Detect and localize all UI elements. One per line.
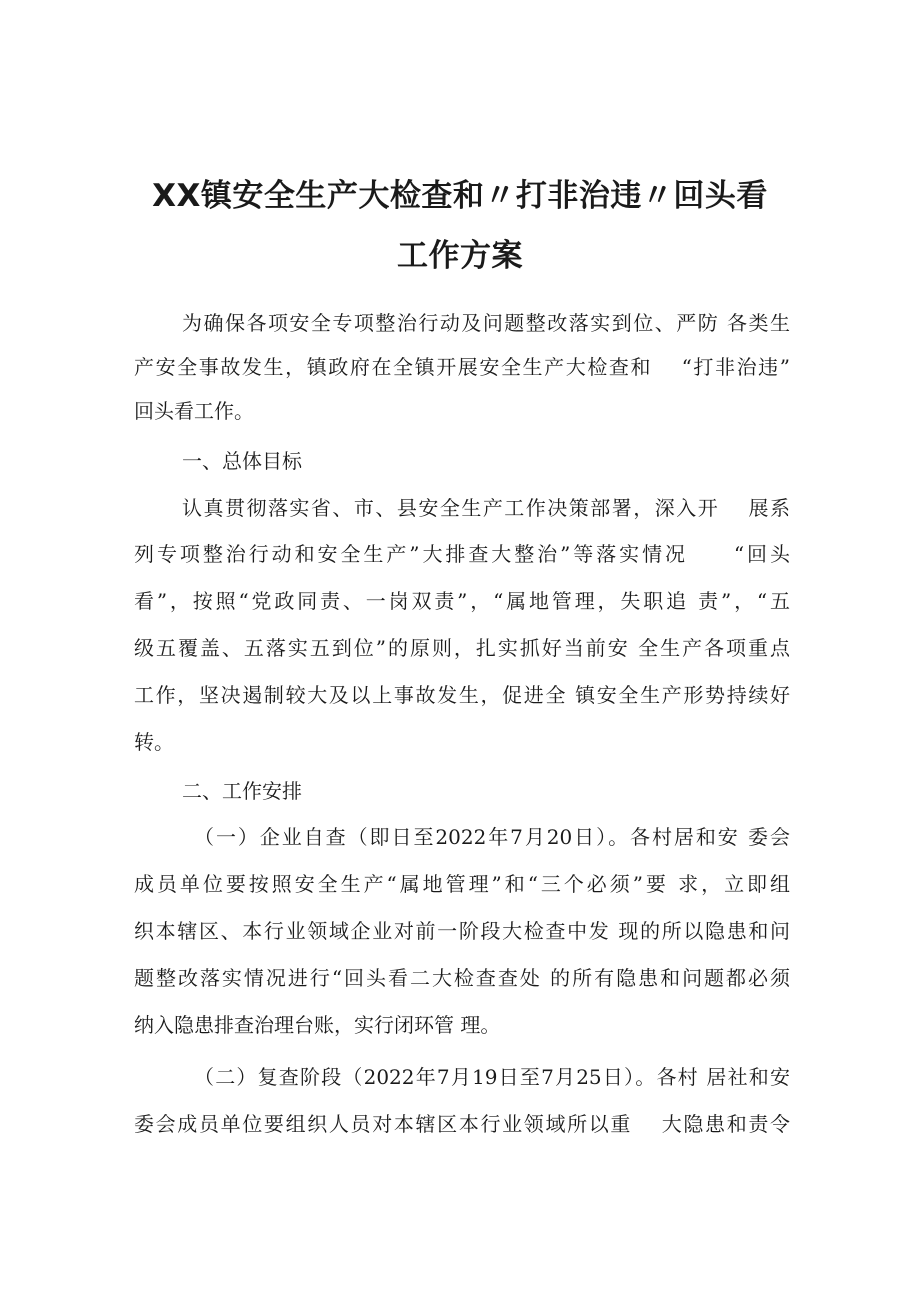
section-1-line-1: 认真贯彻落实省、市、县安全生产工作决策部署，深入开 展系 — [182, 496, 790, 520]
section-1-heading: 一、总体目标 — [182, 449, 302, 473]
item-1-line-5: 纳入隐患排查治理台账，实行闭环管 理。 — [134, 1013, 501, 1037]
intro-line-3: 回头看工作。 — [134, 399, 254, 423]
document-title-line-2: 工作方案 — [397, 238, 523, 274]
item-1-line-4: 题整改落实情况进行“回头看二大检查查处 的所有隐患和问题都必须 — [134, 966, 790, 990]
section-1-line-3: 看”，按照“党政同责、一岗双责”，“属地管理，失职追 责”，“五 — [134, 589, 790, 613]
section-1-line-5: 工作，坚决遏制较大及以上事故发生，促进全 镇安全生产形势持续好 — [134, 683, 790, 707]
section-1-line-2: 列专项整治行动和安全生产”大排查大整治”等落实情况 “回头 — [134, 542, 790, 566]
section-1-line-4: 级五覆盖、五落实五到位”的原则，扎实抓好当前安 全生产各项重点 — [134, 636, 790, 660]
section-2-heading: 二、工作安排 — [182, 779, 302, 803]
intro-line-1: 为确保各项安全专项整治行动及问题整改落实到位、严防 各类生 — [182, 311, 790, 335]
item-1-line-2: 成员单位要按照安全生产“属地管理”和“三个必须”要 求，立即组 — [134, 872, 790, 896]
item-1-line-1: （一）企业自查（即日至2022年7月20日）。各村居和安 委会 — [194, 825, 790, 849]
item-2-line-1: （二）复查阶段（2022年7月19日至7月25日）。各村 居社和安 — [194, 1065, 790, 1089]
intro-line-2: 产安全事故发生，镇政府在全镇开展安全生产大检查和 “打非治违” — [134, 355, 790, 379]
item-2-line-2: 委会成员单位要组织人员对本辖区本行业领域所以重 大隐患和责令 — [134, 1112, 790, 1136]
document-title-line-1: XX镇安全生产大检查和〃打非治违〃回头看 — [152, 178, 768, 214]
section-1-line-6: 转。 — [134, 730, 174, 754]
item-1-line-3: 织本辖区、本行业领域企业对前一阶段大检查中发 现的所以隐患和问 — [134, 919, 790, 943]
